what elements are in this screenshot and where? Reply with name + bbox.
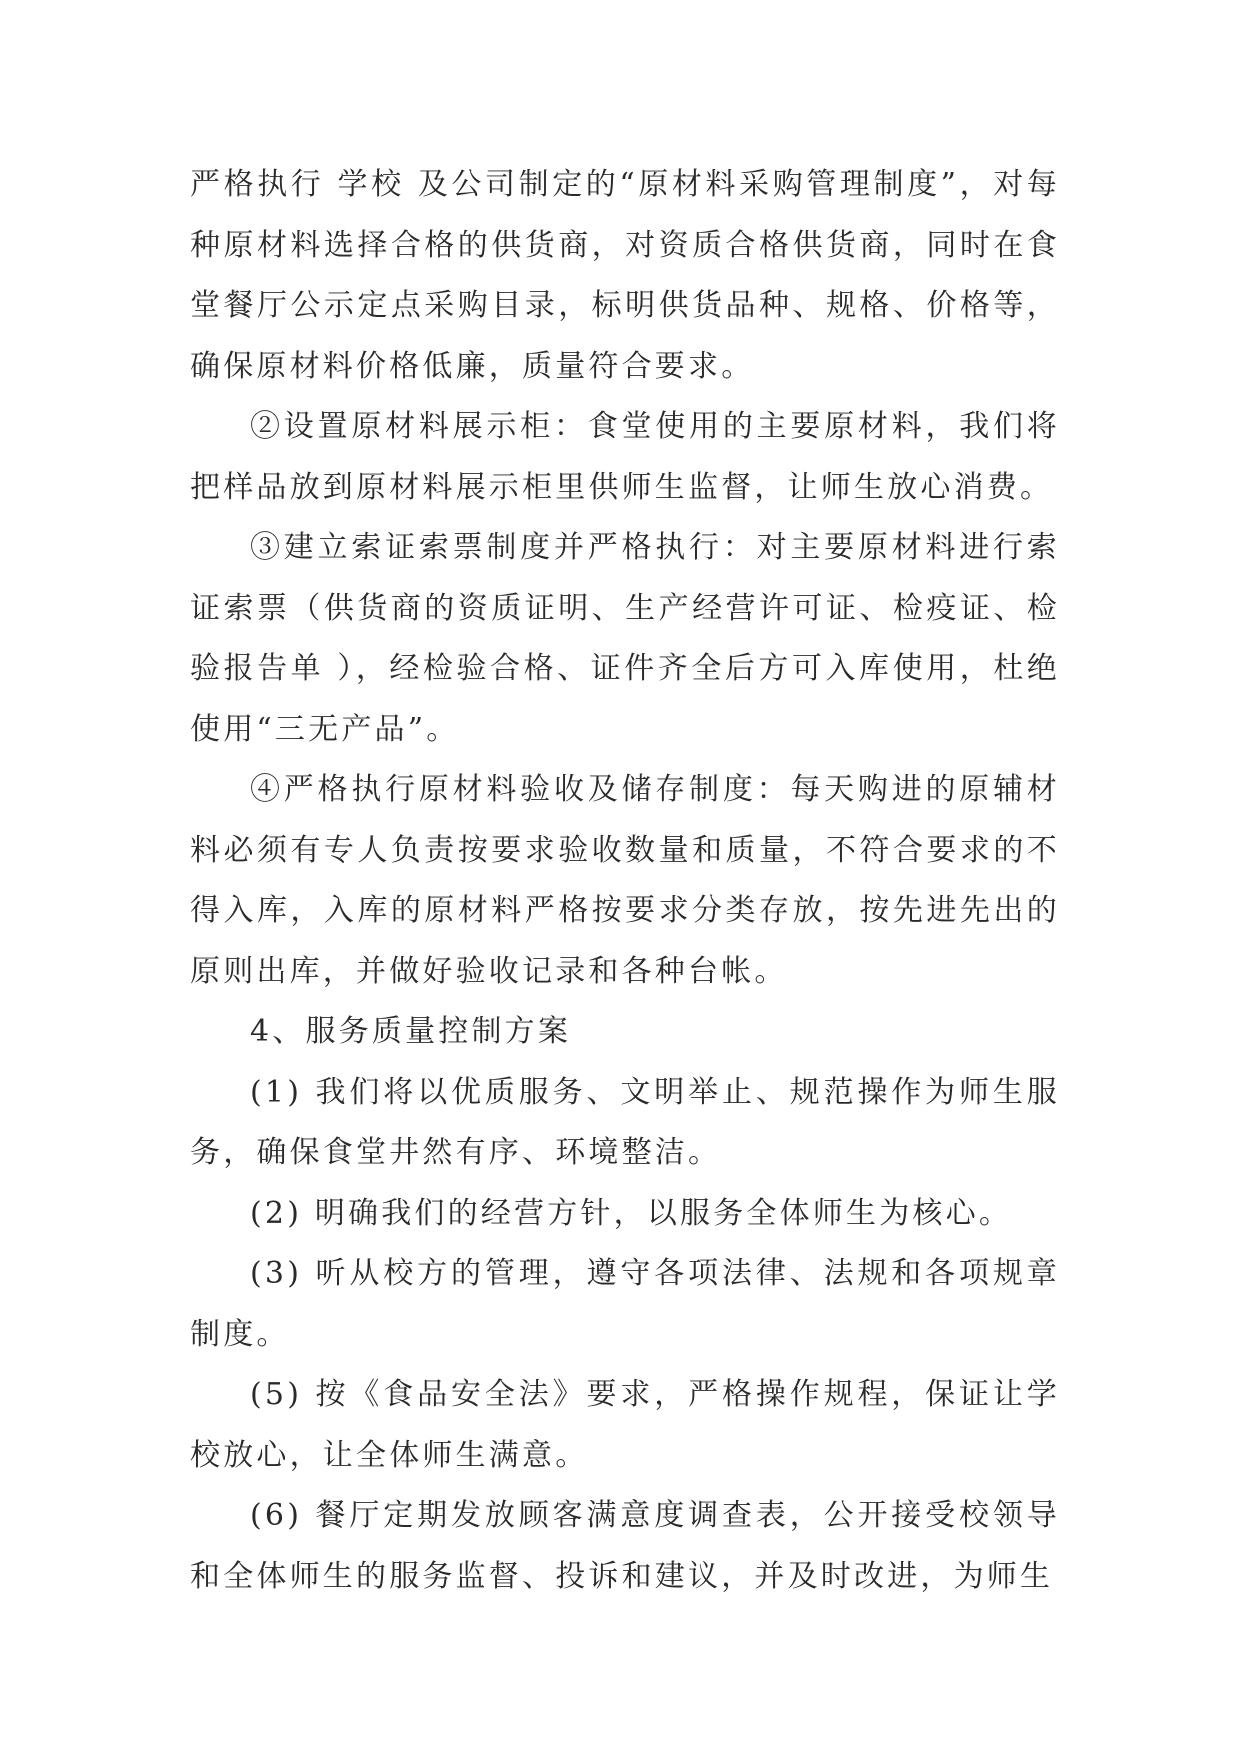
paragraph-item-6: (6) 餐厅定期发放顾客满意度调查表，公开接受校领导和全体师生的服务监督、投诉和建议，并及时改进，为师生 (190, 1498, 1060, 1594)
paragraph-acceptance-storage: ④严格执行原材料验收及储存制度：每天购进的原辅材料必须有专人负责按要求验收数量和质量，不符合要求的不得入库，入库的原材料严格按要求分类存放，按先进先出的原则出库，并做好验收记录和各种台帐。 (190, 772, 1060, 989)
paragraph-item-5: (5) 按《食品安全法》要求，严格操作规程，保证让学校放心，让全体师生满意。 (190, 1377, 1060, 1473)
paragraph-certificate-system: ③建立索证索票制度并严格执行：对主要原材料进行索证索票（供货商的资质证明、生产经营许可证、检疫证、检验报告单 ），经检验合格、证件齐全后方可入库使用，杜绝使用“三无产品”。 (190, 530, 1060, 747)
paragraph-item-3: (3) 听从校方的管理，遵守各项法律、法规和各项规章制度。 (190, 1256, 1060, 1352)
paragraph-item-2: (2) 明确我们的经营方针，以服务全体师生为核心。 (250, 1195, 1013, 1231)
section-heading-service-quality: 4、服务质量控制方案 (250, 1014, 572, 1049)
paragraph-item-1: (1) 我们将以优质服务、文明举止、规范操作为师生服务，确保食堂井然有序、环境整洁。 (190, 1074, 1060, 1170)
paragraph-display-cabinet: ②设置原材料展示柜：食堂使用的主要原材料，我们将把样品放到原材料展示柜里供师生监督，让师生放心消费。 (190, 409, 1060, 505)
document-body (190, 155, 1060, 1607)
paragraph-procurement-policy: 严格执行 学校 及公司制定的“原材料采购管理制度”，对每种原材料选择合格的供货商，对资质合格供货商，同时在食堂餐厅公示定点采购目录，标明供货品种、规格、价格等，确保原材料价格低廉，质量符合要求。 (190, 167, 1060, 384)
